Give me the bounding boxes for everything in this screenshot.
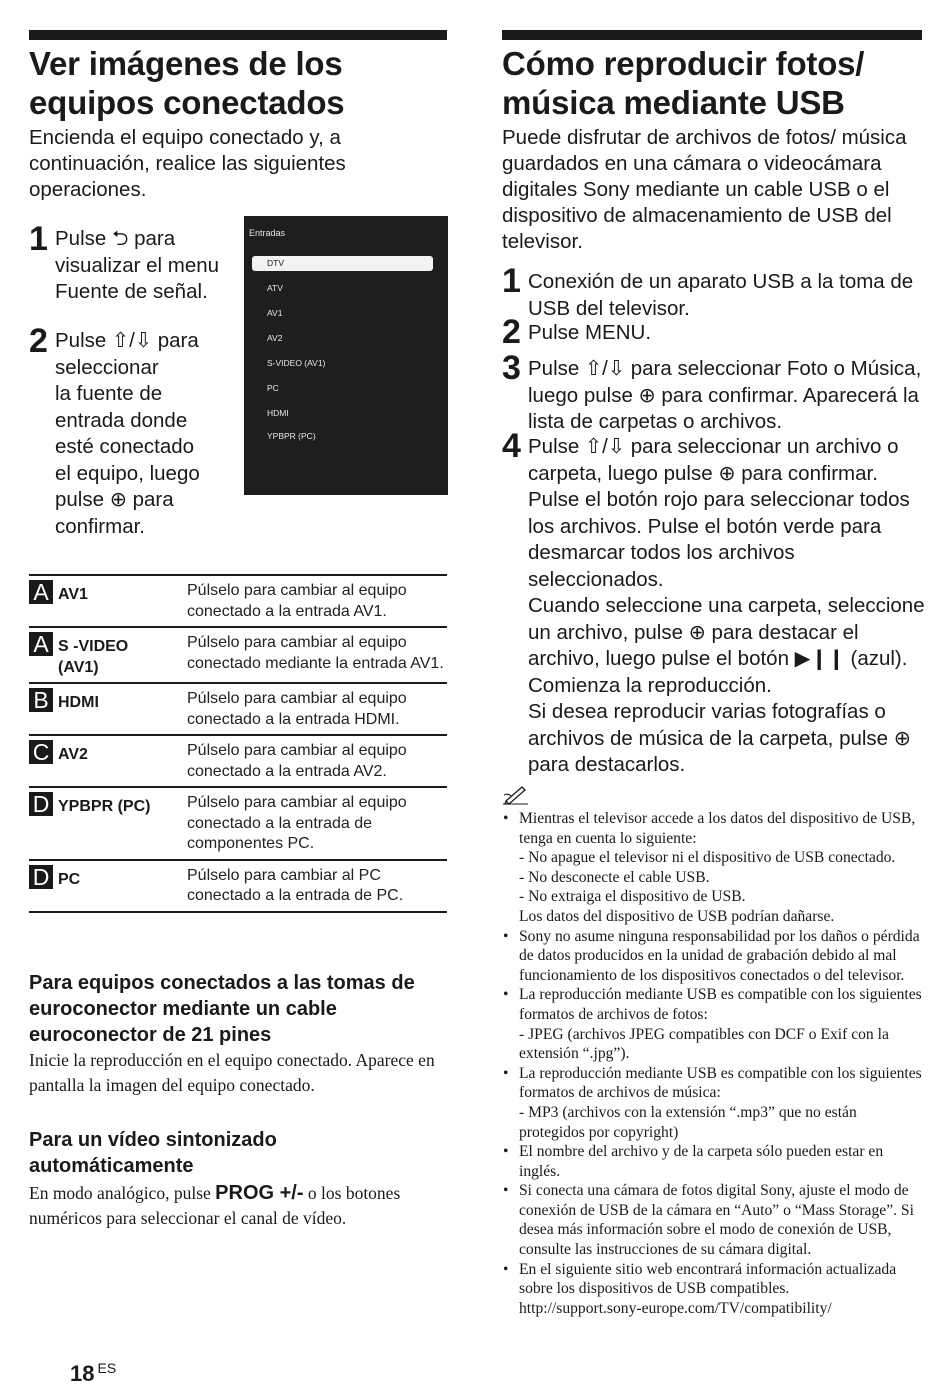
table-row bbox=[29, 575, 447, 627]
input-label: AV2 bbox=[58, 746, 88, 763]
step-number: 2 bbox=[29, 322, 48, 360]
right-intro: Puede disfrutar de archivos de fotos/ música guardados en una cámara o videocámara digitales Sony mediante un cable USB o el dispositivo de almacenamiento de USB del televisor. bbox=[502, 126, 907, 253]
step-number: 1 bbox=[502, 262, 521, 300]
notes-list bbox=[502, 809, 922, 1318]
table-row bbox=[29, 683, 447, 735]
tv-menu-item: HDMI bbox=[267, 408, 289, 418]
input-description: Púlselo para cambiar al equipo conectado a la entrada AV2. bbox=[187, 742, 407, 780]
input-label: S -VIDEO (AV1) bbox=[58, 638, 129, 676]
tv-menu-item: YPBPR (PC) bbox=[267, 431, 316, 441]
pencil-note-icon bbox=[502, 783, 530, 810]
left-title: Ver imágenes de los equipos conectados bbox=[29, 45, 345, 121]
table-row bbox=[29, 735, 447, 787]
scart-heading: Para equipos conectados a las tomas de euroconector mediante un cable euroconector de 21 pines bbox=[29, 972, 415, 1046]
autotune-heading: Para un vídeo sintonizado automáticamente bbox=[29, 1129, 277, 1177]
tv-menu-item: PC bbox=[267, 383, 279, 393]
scart-body: Inicie la reproducción en el equipo conectado. Aparece en pantalla la imagen del equipo conectado. bbox=[29, 1050, 435, 1095]
table-row bbox=[29, 627, 447, 683]
input-table bbox=[29, 574, 447, 913]
left-intro: Encienda el equipo conectado y, a continuación, realice las siguientes operaciones. bbox=[29, 126, 346, 201]
step-text: Pulse ⇧/⇩ para seleccionar la fuente de entrada donde esté conectado el equipo, luego pulse ⊕ para confirmar. bbox=[55, 329, 200, 538]
input-label: AV1 bbox=[58, 586, 88, 603]
step-text: Conexión de un aparato USB a la toma de USB del televisor. bbox=[528, 270, 914, 320]
language-code: ES bbox=[97, 1360, 117, 1376]
page-number: 18 $^{ES}$ bbox=[70, 1360, 117, 1386]
input-description: Púlselo para cambiar al PC conectado a la entrada de PC. bbox=[187, 866, 404, 904]
note-item: • Si conecta una cámara de fotos digital Sony, ajuste el modo de conexión de USB de la cámara en “Auto” o “Mass Storage”. Si desea más información sobre el modo de conexión de USB, consulte las instrucciones de su cámara digital. bbox=[502, 1181, 922, 1259]
step-text: Pulse ⮌ para visualizar el menu Fuente de señal. bbox=[55, 227, 220, 303]
input-badge: D bbox=[29, 865, 53, 889]
input-badge: A bbox=[29, 632, 53, 656]
note-item: • Mientras el televisor accede a los datos del dispositivo de USB, tenga en cuenta lo siguiente: - No apague el televisor ni el dispositivo de USB conectado. - No desconecte el cable USB. - No extraiga el dispositivo de USB. Los datos del dispositivo de USB podrían dañarse. bbox=[502, 809, 922, 927]
table-row bbox=[29, 787, 447, 860]
input-description: Púlselo para cambiar al equipo conectado a la entrada de componentes PC. bbox=[187, 794, 407, 852]
step-text: Pulse ⇧/⇩ para seleccionar un archivo o carpeta, luego pulse ⊕ para confirmar. Pulse el botón rojo para seleccionar todos los archivos. Pulse el botón verde para desmarcar todos los archivos seleccionados. Cuando seleccione una carpeta, seleccione un archivo, pulse ⊕ para destacar el archivo, luego pulse el botón ▶❙❙ (azul). Comienza la reproducción. Si desea reproducir varias fotografías o archivos de música de la carpeta, pulse ⊕ para destacarlos. bbox=[528, 435, 925, 776]
note-item: • Sony no asume ninguna responsabilidad por los daños o pérdida de datos producidos en la unidad de grabación debido al mal funcionamiento de los dispositivos conectados o del televisor. bbox=[502, 927, 922, 986]
tv-menu-item: ATV bbox=[267, 283, 283, 293]
tv-menu-item: S-VIDEO (AV1) bbox=[267, 358, 326, 368]
input-description: Púlselo para cambiar al equipo conectado mediante la entrada AV1. bbox=[187, 634, 444, 672]
input-badge: A bbox=[29, 580, 53, 604]
input-label: PC bbox=[58, 870, 81, 888]
tv-menu-title: Entradas bbox=[249, 228, 286, 238]
input-label: HDMI bbox=[58, 694, 99, 711]
input-description: Púlselo para cambiar al equipo conectado a la entrada HDMI. bbox=[187, 690, 407, 728]
note-item: • En el siguiente sitio web encontrará información actualizada sobre los dispositivos de USB compatibles. http://support.sony-europe.com/TV/compatibility/ bbox=[502, 1260, 922, 1319]
step-number: 2 bbox=[502, 313, 521, 351]
table-row bbox=[29, 860, 447, 912]
step-text: Pulse MENU. bbox=[528, 321, 652, 344]
step-text: Pulse ⇧/⇩ para seleccionar Foto o Música, luego pulse ⊕ para confirmar. Aparecerá la lista de carpetas o archivos. bbox=[528, 357, 922, 433]
step-number: 1 bbox=[29, 220, 48, 258]
section-bar bbox=[29, 30, 447, 40]
note-item: • El nombre del archivo y de la carpeta sólo pueden estar en inglés. bbox=[502, 1142, 922, 1181]
step-number: 3 bbox=[502, 349, 521, 387]
section-bar bbox=[502, 30, 922, 40]
note-item: • La reproducción mediante USB es compatible con los siguientes formatos de archivos de fotos: - JPEG (archivos JPEG compatibles con DCF o Exif con la extensión “.jpg”). bbox=[502, 985, 922, 1063]
autotune-body: En modo analógico, pulse PROG +/- o los botones numéricos para seleccionar el canal de vídeo. bbox=[29, 1182, 401, 1228]
tv-menu-item: AV1 bbox=[267, 308, 283, 318]
note-item: • La reproducción mediante USB es compatible con los siguientes formatos de archivos de música: - MP3 (archivos con la extensión “.mp3” que no están protegidos por copyright) bbox=[502, 1064, 922, 1142]
input-description: Púlselo para cambiar al equipo conectado a la entrada AV1. bbox=[187, 582, 407, 620]
tv-menu-item: AV2 bbox=[267, 333, 283, 343]
input-badge: C bbox=[29, 740, 53, 764]
prog-key-label: PROG +/- bbox=[215, 1182, 304, 1204]
input-label: YPBPR (PC) bbox=[58, 798, 151, 815]
step-number: 4 bbox=[502, 427, 521, 465]
input-badge: B bbox=[29, 688, 53, 712]
tv-input-menu-screenshot bbox=[244, 216, 448, 495]
right-title: Cómo reproducir fotos/ música mediante USB bbox=[502, 45, 865, 121]
tv-menu-item: DTV bbox=[252, 256, 433, 271]
input-badge: D bbox=[29, 792, 53, 816]
support-url[interactable]: http://support.sony-europe.com/TV/compatibility/ bbox=[519, 1299, 832, 1317]
